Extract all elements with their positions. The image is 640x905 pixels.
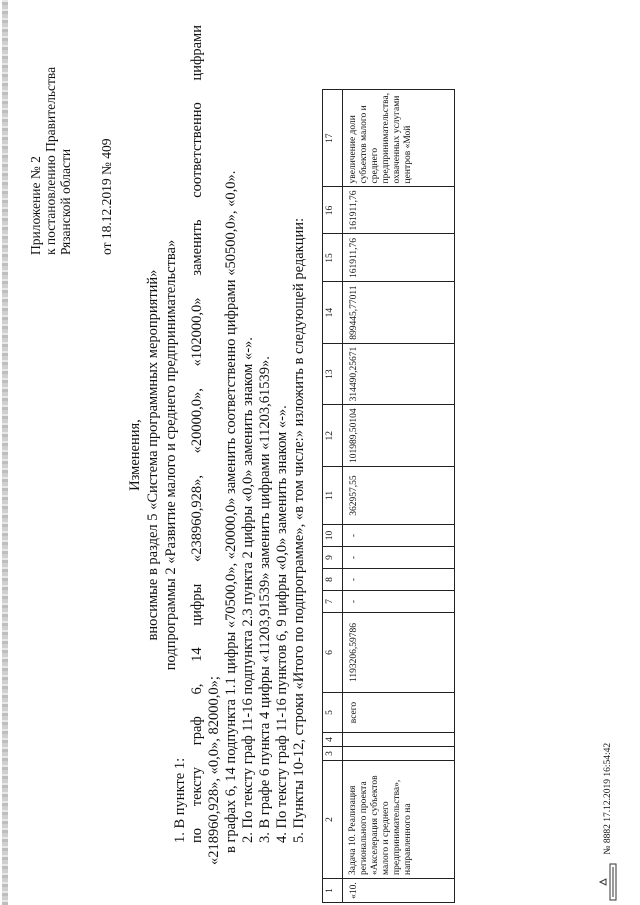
header-cell: 6 xyxy=(323,613,343,693)
table-cell: 161911,76 xyxy=(343,187,455,234)
appendix-line-2: к постановлению Правительства xyxy=(43,66,58,255)
header-cell: 7 xyxy=(323,591,343,613)
table-cell: 899445,77011 xyxy=(343,282,455,343)
appendix-line-1: Приложение № 2 xyxy=(28,156,43,255)
header-cell: 2 xyxy=(323,761,343,879)
table-header-row xyxy=(323,89,343,902)
title-line-3: подпрограммы 2 «Развитие малого и среднего предпринимательства» xyxy=(163,239,179,671)
header-cell: 10 xyxy=(323,525,343,547)
appendix-date: от 18.12.2019 № 409 xyxy=(99,138,114,255)
table-cell: всего xyxy=(343,693,455,733)
header-cell: 9 xyxy=(323,547,343,569)
title-line-1: Изменения, xyxy=(127,419,143,491)
item-1-heading: 1. В пункте 1: xyxy=(172,757,188,843)
appendix-line-3: Рязанской области xyxy=(58,148,73,255)
scan-edge-mark xyxy=(2,0,8,905)
header-cell: 1 xyxy=(323,879,343,903)
table-cell: 1193206,59786 xyxy=(343,613,455,693)
header-cell: 17 xyxy=(323,89,343,187)
changes-list xyxy=(172,5,308,865)
header-cell: 14 xyxy=(323,282,343,343)
item-2-text: 2. По тексту граф 11-16 подпункта 2.3 пункта 2 цифры «0,0» заменить знаком «-». xyxy=(240,337,256,843)
registration-footer xyxy=(598,661,618,901)
table-cell: Задача 10. Реализация регионального проекта «Акселерация субъектов малого и среднего предпринимательства», направленного на xyxy=(343,761,455,879)
table-cell: увеличение доли субъектов малого и среднего предпринимательства, охваченных услугами центров «Мой xyxy=(343,89,455,187)
header-cell: 5 xyxy=(323,693,343,733)
table-cell: «10. xyxy=(343,879,455,903)
item-3-text: 3. В графе 6 пункта 4 цифры «11203,91539» заменить цифрами «11203,61539». xyxy=(257,356,273,843)
item-5-text: 5. Пункты 10-12, строки «Итого по подпрограмме», «в том числе:» изложить в следующей редакции: xyxy=(291,217,307,843)
table-cell xyxy=(343,747,455,761)
item-4-text: 4. По тексту граф 11-16 пунктов 6, 9 цифры «0,0» заменить знаком «-». xyxy=(274,405,290,843)
table-cell: - xyxy=(343,525,455,547)
header-cell: 16 xyxy=(323,187,343,234)
table-cell: 362957,55 xyxy=(343,467,455,525)
table-cell: 101989,50104 xyxy=(343,405,455,467)
appendix-block xyxy=(28,10,114,255)
table-cell: 314490,25671 xyxy=(343,343,455,405)
item-1-text-a2: «218960,928», «0,0», 82000,0»; xyxy=(206,676,222,865)
header-cell: 13 xyxy=(323,343,343,405)
header-cell: 11 xyxy=(323,467,343,525)
emblem-icon xyxy=(598,863,618,901)
item-1-text-a1: по тексту граф 6, 14 цифры «238960,928», «20000,0», «102000,0» заменить соответственно цифрами xyxy=(189,25,205,843)
table-cell xyxy=(343,733,455,747)
table-row xyxy=(343,89,455,902)
header-cell: 4 xyxy=(323,733,343,747)
registration-number: № 8882 17.12.2019 16:54:42 xyxy=(602,742,613,855)
header-cell: 15 xyxy=(323,234,343,282)
program-table xyxy=(322,89,455,903)
table-cell: 161911,76 xyxy=(343,234,455,282)
header-cell: 12 xyxy=(323,405,343,467)
table-cell: - xyxy=(343,569,455,591)
header-cell: 3 xyxy=(323,747,343,761)
table-cell: - xyxy=(343,591,455,613)
header-cell: 8 xyxy=(323,569,343,591)
item-1-text-b: в графах 6, 14 подпункта 1.1 цифры «70500,0», «20000,0» заменить соответственно цифрами «50500,0», «0,0». xyxy=(223,170,239,853)
table-cell: - xyxy=(343,547,455,569)
title-line-2: вносимые в раздел 5 «Система программных мероприятий» xyxy=(145,269,161,641)
